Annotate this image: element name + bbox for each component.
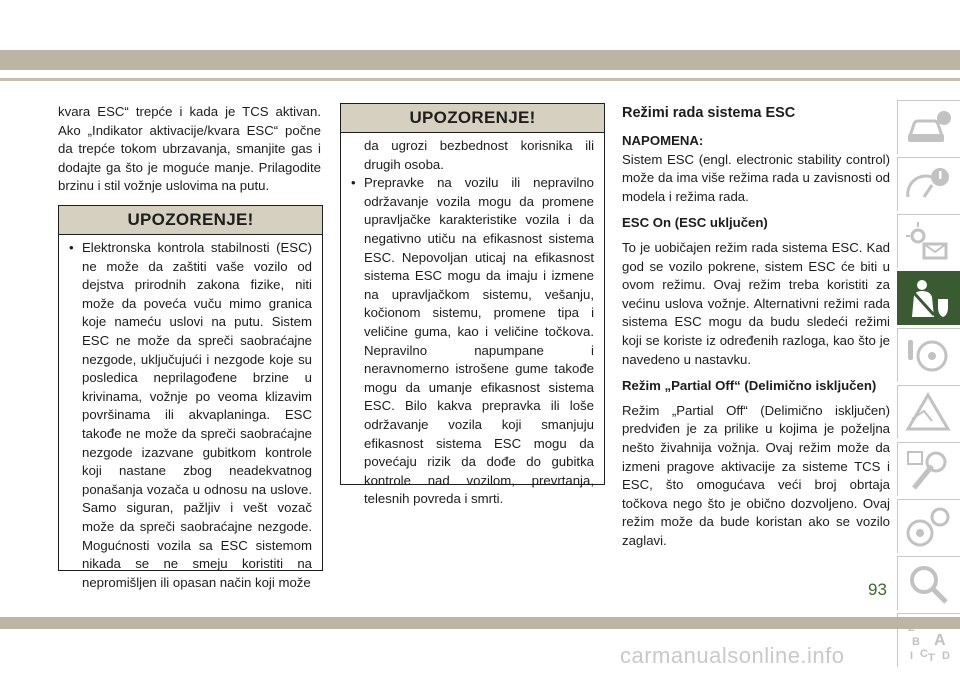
tab-lights[interactable] (897, 214, 960, 268)
tab-specifications[interactable] (897, 499, 960, 553)
search-icon (904, 562, 952, 606)
right-column (622, 104, 890, 550)
lights-mail-icon (904, 220, 952, 264)
safety-seatbelt-icon (904, 277, 952, 321)
watermark: carmanualsonline.info (620, 643, 845, 668)
car-info-icon (904, 106, 952, 150)
tab-search[interactable] (897, 556, 960, 610)
tab-safety[interactable] (897, 271, 960, 325)
warning-box-2 (340, 103, 605, 507)
tab-car-info[interactable] (897, 100, 960, 154)
header-band (0, 50, 960, 70)
note-label: NAPOMENA: (622, 133, 704, 148)
index-letter: T (928, 652, 935, 663)
warning-text: da ugrozi bezbednost korisnika ili drugih osoba. (364, 138, 594, 172)
note-text: Sistem ESC (engl. electronic stability control) može da ima više režima rada u zavisnosti od modela i režima rada. (622, 151, 890, 204)
partial-off-heading: Režim „Partial Off“ (Delimično isključen) (622, 378, 877, 394)
chapter-tabs (897, 100, 960, 670)
header-rule (0, 78, 960, 81)
tab-starting[interactable] (897, 328, 960, 382)
tab-dashboard[interactable] (897, 157, 960, 211)
bullet-icon: • (351, 175, 356, 191)
index-letter: D (942, 650, 950, 662)
page-number: 93 (868, 580, 887, 599)
warning-title: UPOZORENJE! (341, 104, 604, 133)
bullet-icon: • (69, 240, 74, 255)
footer-band (0, 617, 960, 629)
esc-on-text: To je uobičajen režim rada sistema ESC. Kad god se vozilo pokrene, sistem ESC će biti u ovom režimu. Ovaj režim treba koristiti za većinu uslova vožnje. Alternativni režimi rada sistema ESC mogu da budu sledeći režimi koji se koriste iz određenih razloga, kao što je navedeno u nastavku. (622, 239, 890, 367)
service-tools-icon (904, 448, 952, 492)
specifications-icon (904, 505, 952, 549)
steering-key-icon (904, 334, 952, 378)
partial-off-text: Režim „Partial Off“ (Delimično isključen) predviđen je za prilike u kojima je poželjna nešto živahnija vožnja. Ovaj režim može da izmeni pragove aktivacije za sisteme TCS i ESC, što omogućava veći broj obrtaja točkova nego što je obično dozvoljeno. Ovaj režim može da bude koristan ako se vozilo zaglavi. (622, 402, 890, 548)
left-column (58, 103, 321, 196)
section-heading: Režimi rada sistema ESC (622, 105, 796, 121)
warning-text: Prepravke na vozilu ili nepravilno održavanje vozila mogu da promene upravljačke karakteristike vozila i da negativno utiču na efikasnost sistema ESC. Nepovoljan uticaj na efikasnost sistema ESC mogu da imaju i izmene na upravljačkom sistemu, vešanju, kočionom sistemu, promene tipa i veličine guma, kao i veličine točkova. Nepravilno napumpane i neravnomerno istrošene gume takođe mogu da umanje efikasnost sistema ESC. Bilo kakva prepravka ili loše održavanje vozila koji smanjuju efikasnost sistema ESC mogu da povećaju rizik da dođe do gubitka kontrole nad vozilom, prevrtanja, telesnih povreda i smrti. (364, 175, 594, 507)
intro-paragraph: kvara ESC“ trepće i kada je TCS aktivan. Ako „Indikator aktivacije/kvara ESC“ počne da trepće tokom ubrzavanja, smanjite gas i dodajte ga što je moguće manje. Prilagodite brzinu i stil vožnje uslovima na putu. (58, 104, 321, 194)
index-letter: C (920, 648, 928, 660)
index-letter: I (910, 650, 914, 662)
warning-box-1 (58, 205, 323, 590)
index-letter: A (934, 632, 946, 649)
tab-emergency[interactable] (897, 385, 960, 439)
roadside-warning-icon (904, 391, 952, 435)
warning-continuation (351, 137, 594, 174)
tab-service[interactable] (897, 442, 960, 496)
esc-on-heading: ESC On (ESC uključen) (622, 215, 768, 231)
warning-bullet (69, 239, 312, 592)
dashboard-warning-icon (904, 163, 952, 207)
warning-text: Elektronska kontrola stabilnosti (ESC) ne može da zaštiti vaše vozilo od dejstva prirodnih zakona fizike, niti može da poveća vuču mimo granica koje nameću uslovi na putu. Sistem ESC ne može da spreči saobraćajne nezgode, uključujući i nezgode koje su posledica neprilagođene brzine u krivinama, vožnje po veoma klizavim površinama ili akvaplaninga. ESC takođe ne može da spreči saobraćajne nezgode izazvane gubitkom kontrole koji nastane zbog neadekvatnog ponašanja vozača u odnosu na uslove. Samo siguran, pažljiv i vešt vozač može da spreči saobraćajne nezgode. Mogućnosti vozila sa ESC sistemom nikada se ne smeju koristiti na nepromišljen ili opasan način koji može (82, 240, 312, 590)
warning-bullet (351, 174, 594, 509)
index-letter: B (912, 636, 920, 648)
warning-title: UPOZORENJE! (59, 206, 322, 235)
